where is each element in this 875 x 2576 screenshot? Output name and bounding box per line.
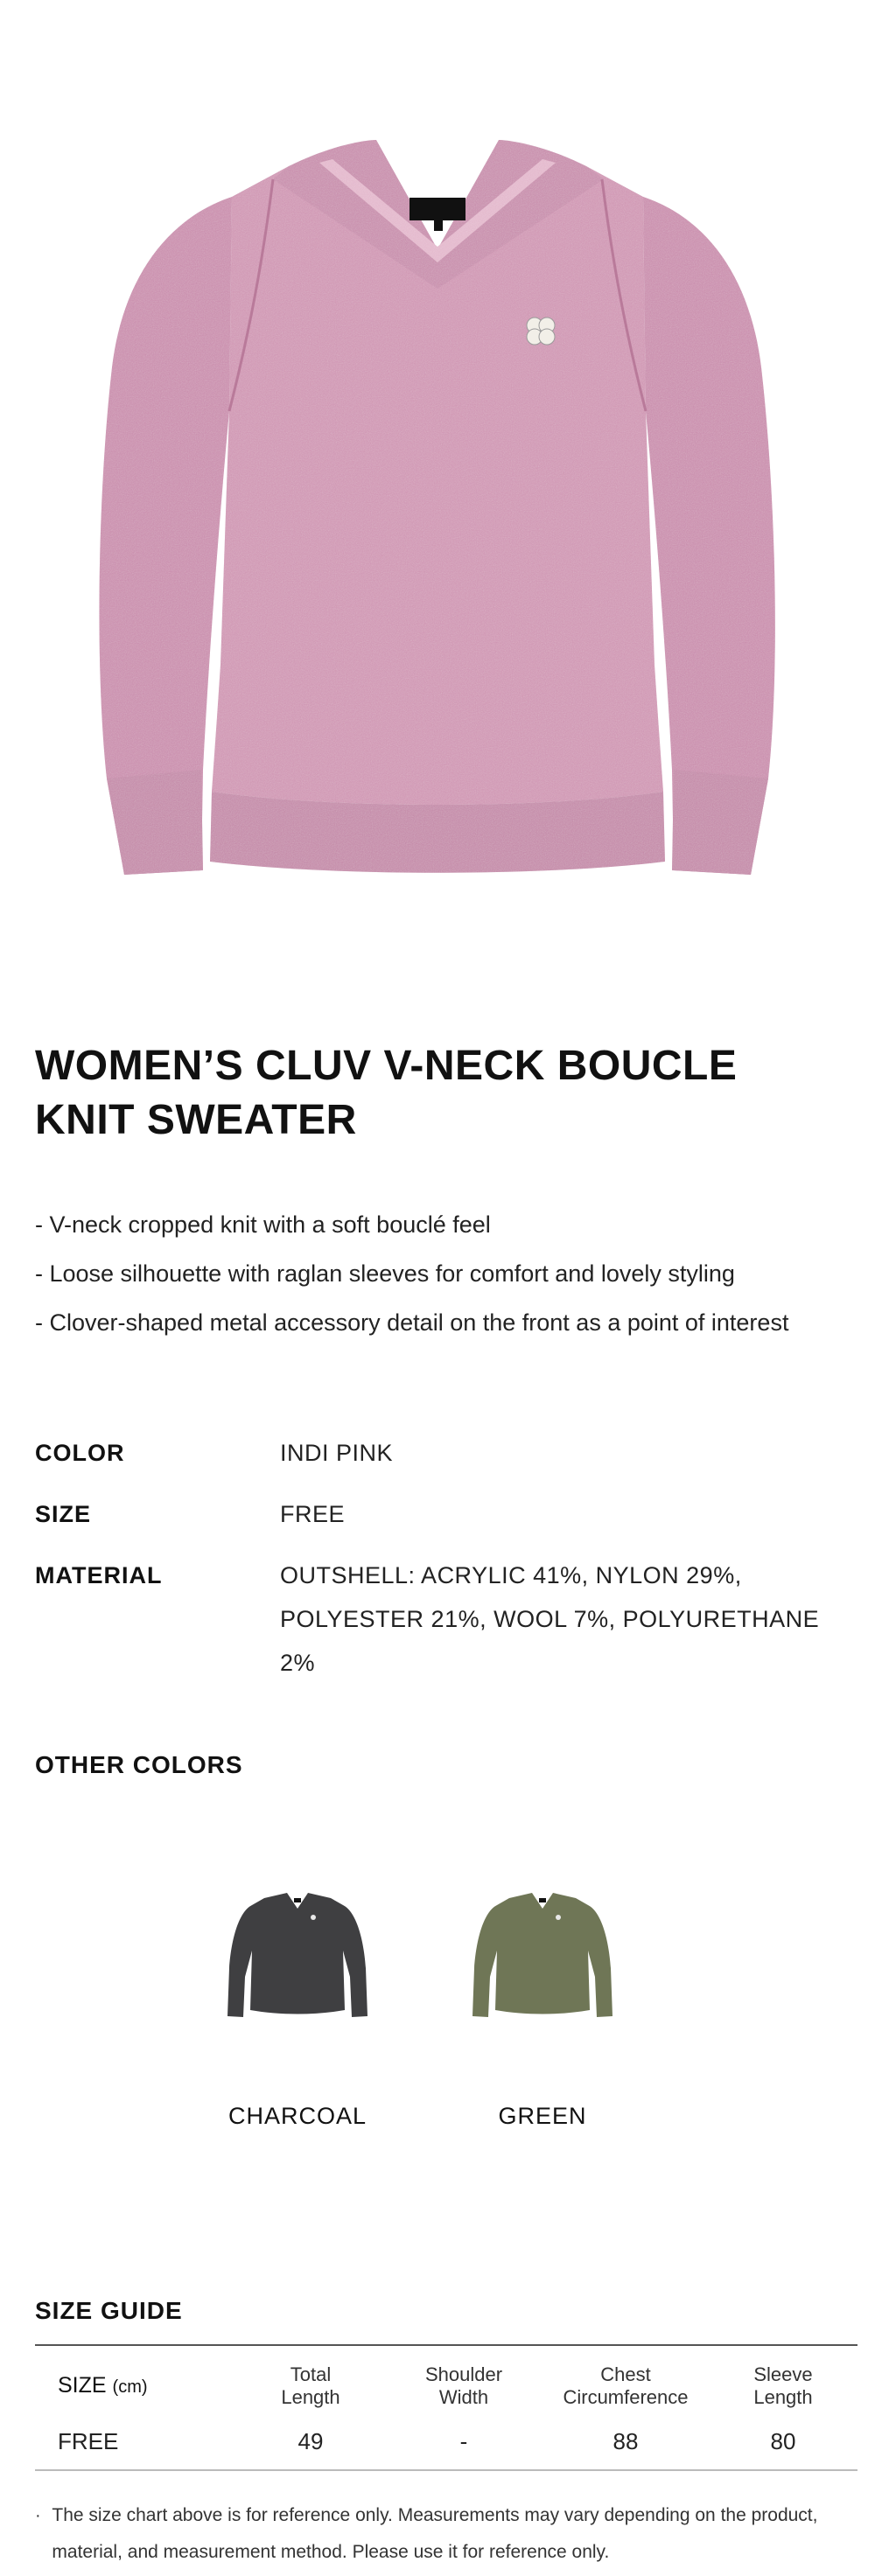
green-sweater-thumbnail[interactable] bbox=[455, 1863, 630, 2038]
product-title: WOMEN’S CLUV V-NECK BOUCLE KNIT SWEATER bbox=[35, 1043, 738, 1143]
note-text: The size chart above is for reference only. Measurements may vary depending on the product, material, and measurement method. Please use it for reference only. bbox=[52, 2505, 818, 2562]
column-header-line: Chest bbox=[600, 2363, 651, 2385]
note-bullet: · bbox=[35, 2506, 41, 2525]
pink-sweater-illustration bbox=[0, 0, 875, 962]
column-header bbox=[542, 2345, 709, 2419]
size-guide-heading: SIZE GUIDE bbox=[35, 2297, 183, 2324]
column-header-line: Circumference bbox=[563, 2386, 689, 2408]
measurement-cell: 88 bbox=[612, 2428, 639, 2454]
column-header bbox=[236, 2345, 385, 2419]
spec-value: FREE bbox=[280, 1501, 346, 1527]
product-specs bbox=[35, 1436, 849, 1707]
color-option-charcoal[interactable] bbox=[201, 1863, 394, 2130]
description-bullet: - V-neck cropped knit with a soft bouclé feel bbox=[35, 1211, 491, 1238]
size-table-header-row bbox=[35, 2345, 858, 2419]
column-header-line: Total bbox=[290, 2363, 332, 2385]
column-header-line: Shoulder bbox=[424, 2363, 503, 2385]
spec-row-material bbox=[35, 1559, 849, 1685]
color-option-green[interactable] bbox=[446, 1863, 639, 2130]
spec-label: MATERIAL bbox=[35, 1562, 163, 1588]
size-guide-table bbox=[35, 2344, 858, 2471]
measurement-cell: 49 bbox=[298, 2428, 324, 2454]
product-description-list bbox=[35, 1200, 849, 1347]
column-header-line: Length bbox=[281, 2386, 340, 2408]
spec-label: SIZE bbox=[35, 1501, 92, 1527]
other-colors-list bbox=[201, 1863, 639, 2152]
spec-label: COLOR bbox=[35, 1440, 125, 1466]
spec-value: OUTSHELL: ACRYLIC 41%, NYLON 29%, POLYESTER 21%, WOOL 7%, POLYURETHANE 2% bbox=[280, 1562, 820, 1676]
color-option-label[interactable]: GREEN bbox=[498, 2103, 587, 2129]
size-cell: FREE bbox=[58, 2428, 119, 2454]
column-header-line: Width bbox=[438, 2386, 489, 2408]
column-header-line: Length bbox=[753, 2386, 813, 2408]
measurement-cell: - bbox=[459, 2428, 468, 2454]
column-header bbox=[385, 2345, 542, 2419]
spec-row-size bbox=[35, 1497, 849, 1536]
description-bullet: - Clover-shaped metal accessory detail on the front as a point of interest bbox=[35, 1309, 789, 1336]
size-column-label: SIZE bbox=[58, 2373, 107, 2398]
spec-value: INDI PINK bbox=[280, 1440, 394, 1466]
table-row bbox=[35, 2419, 858, 2470]
column-header-line: Sleeve bbox=[753, 2363, 813, 2385]
size-guide-note bbox=[35, 2497, 858, 2571]
column-header bbox=[709, 2345, 858, 2419]
measurement-cell: 80 bbox=[770, 2428, 796, 2454]
neck-label-tag bbox=[410, 198, 466, 220]
other-colors-heading: OTHER COLORS bbox=[35, 1751, 243, 1778]
description-bullet: - Loose silhouette with raglan sleeves for comfort and lovely styling bbox=[35, 1260, 735, 1287]
unit-label: (cm) bbox=[112, 2377, 148, 2397]
color-option-label[interactable]: CHARCOAL bbox=[228, 2103, 368, 2129]
size-column-header bbox=[35, 2345, 236, 2419]
charcoal-sweater-thumbnail[interactable] bbox=[210, 1863, 385, 2038]
spec-row-color bbox=[35, 1436, 849, 1475]
product-image bbox=[0, 0, 875, 962]
